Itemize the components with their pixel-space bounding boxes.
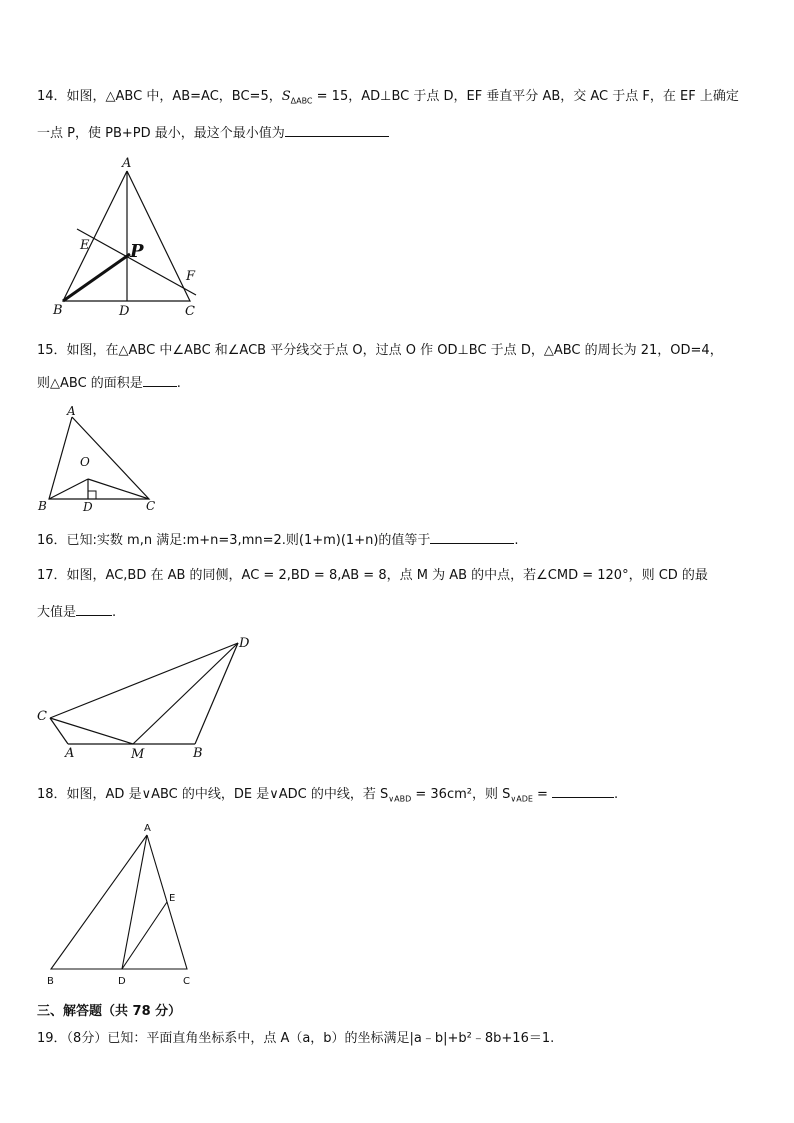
q16-text-body: 16．已知:实数 m,n 满足:m+n=3,mn=2.则(1+m)(1+n)的值等于: [37, 533, 431, 548]
section-3-title: 三、解答题（共 78 分）: [37, 1004, 182, 1019]
q15-line1: 15．如图，在△ABC 中∠ABC 和∠ACB 平分线交于点 O，过点 O 作 OD⊥BC 于点 D，△ABC 的周长为 21，OD=4，: [37, 343, 723, 358]
q18-label-b: B: [47, 976, 54, 987]
q14-area-sub: ΔABC: [290, 96, 313, 106]
q17-segment-md: [133, 643, 238, 744]
q14-answer-blank: [285, 124, 389, 137]
q17-label-d: D: [239, 636, 250, 651]
q17-label-m: M: [131, 747, 145, 762]
q18-text-end: .: [613, 787, 619, 802]
q17-segment-cm: [50, 718, 133, 744]
q14-label-p: P: [130, 241, 144, 262]
q15-line2-end: .: [176, 376, 181, 391]
q17-answer-blank: [76, 603, 112, 616]
q14-text-line1: [37, 88, 739, 111]
q17-segment-ca: [50, 718, 68, 744]
q14-label-c: C: [185, 304, 195, 319]
q14-line2: 一点 P，使 PB+PD 最小，最这个最小值为: [37, 126, 285, 141]
q14-label-d: D: [119, 304, 130, 319]
q15-label-a: A: [67, 404, 76, 418]
q15-label-o: O: [80, 455, 90, 469]
q18-label-d: D: [118, 976, 126, 987]
q18-text: [37, 785, 618, 809]
q14-text-line2: [37, 124, 389, 143]
q17-segment-cd: [50, 643, 238, 718]
q16-answer-blank: [430, 531, 514, 544]
q14-figure: [40, 155, 220, 320]
q17-label-c: C: [37, 709, 47, 724]
q18-label-e: E: [169, 893, 176, 904]
q18-figure: [40, 818, 200, 990]
q15-label-c: C: [146, 499, 156, 513]
q17-line2: 大值是: [37, 605, 77, 620]
q17-label-b: B: [193, 746, 203, 761]
q17-label-a: A: [65, 746, 75, 761]
q18-label-a: A: [144, 823, 151, 834]
q14-area-symbol: S: [281, 89, 291, 104]
q18-median-ad: [122, 835, 147, 969]
q14-line-ef: [77, 229, 196, 295]
q18-text-b: = 36cm²，则 S: [411, 787, 511, 802]
q14-segment-pb: [63, 254, 130, 301]
q17-line1: 17．如图，AC,BD 在 AB 的同侧，AC = 2,BD = 8,AB = 8，点 M 为 AB 的中点，若∠CMD = 120°，则 CD 的最: [37, 568, 708, 583]
q18-text-c: =: [532, 787, 548, 802]
q16-text-end: .: [514, 533, 519, 548]
q15-right-angle-mark: [88, 491, 96, 499]
q15-answer-blank: [143, 374, 177, 387]
q14-label-f: F: [186, 269, 196, 284]
q14-line1-end: = 15，AD⊥BC 于点 D，EF 垂直平分 AB，交 AC 于点 F，在 EF 上确定: [312, 89, 739, 104]
q15-text-line2: [37, 374, 181, 393]
q15-label-d: D: [83, 500, 93, 514]
q19-text: 19．（8分）已知：平面直角坐标系中，点 A（a，b）的坐标满足|a﹣b|+b²﹣8b+16＝1.: [37, 1031, 555, 1046]
q17-figure: [30, 630, 260, 762]
q17-text-line1: [37, 567, 708, 585]
q14-label-e: E: [80, 238, 90, 253]
q14-label-a: A: [122, 156, 132, 171]
q16-text: [37, 531, 519, 550]
q18-answer-blank: [552, 785, 614, 798]
q17-text-line2: [37, 603, 116, 622]
q17-line2-end: .: [112, 605, 117, 620]
q14-label-b: B: [53, 303, 63, 318]
q18-text-a: 18．如图，AD 是∨ABC 的中线，DE 是∨ADC 的中线，若 S: [37, 787, 389, 802]
q15-triangle-abc: [49, 417, 149, 499]
q15-line2: 则△ABC 的面积是: [37, 376, 143, 391]
q15-figure: [35, 403, 165, 515]
q15-segment-bo: [49, 479, 88, 499]
q15-text-line1: [37, 342, 723, 360]
q14-line1-start: 14．如图，△ABC 中，AB=AC，BC=5，: [37, 89, 282, 104]
q18-label-c: C: [183, 976, 190, 987]
q18-sub-abd: ∨ABD: [388, 794, 412, 804]
q18-sub-ade: ∨ADE: [510, 794, 533, 804]
q15-label-b: B: [38, 499, 47, 513]
